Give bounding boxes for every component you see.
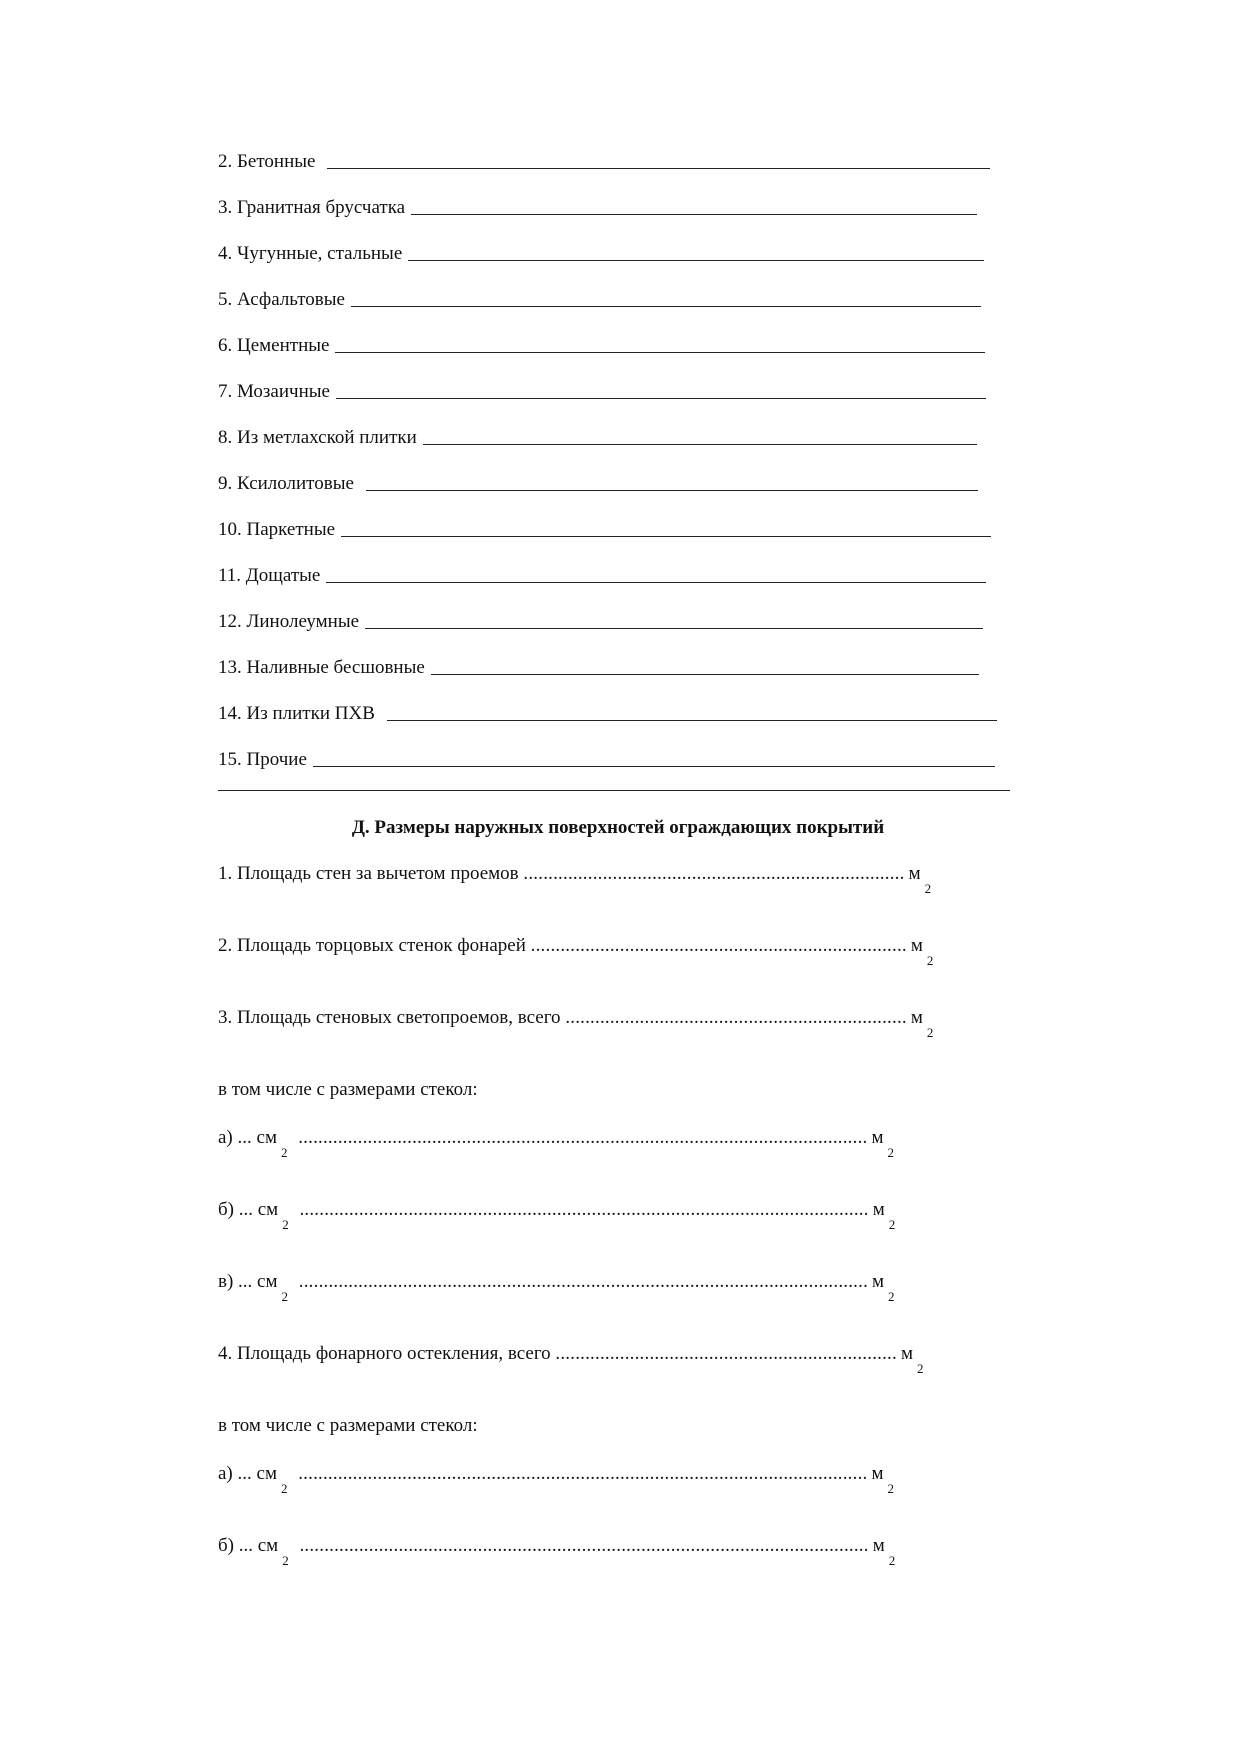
label-exponent: 2 [282,1217,289,1232]
including-glass-label: в том числе с размерами стекол: [218,1079,478,1100]
unit-label: м [910,1007,923,1028]
fill-in-blank[interactable] [335,334,985,353]
glass-size-line [218,1270,895,1304]
dot-leader: ................................................................................................................... [298,1127,868,1148]
unit-label: м [871,1463,884,1484]
glass-size-line [218,1534,896,1568]
section-heading: Д. Размеры наружных поверхностей ограждающих покрытий [351,817,885,838]
unit-exponent: 2 [926,953,934,968]
unit-exponent: 2 [887,1145,894,1160]
fill-in-blank[interactable] [387,702,997,721]
fill-in-blank[interactable] [351,288,981,307]
glass-size-line [218,1198,896,1232]
unit-exponent: 2 [888,1553,896,1568]
area-label: 1. Площадь стен за вычетом проемов [218,863,519,884]
floor-type-line [218,654,979,680]
dot-leader: ............................................................................ [530,935,907,956]
label-exponent: 2 [281,1289,289,1304]
floor-type-label: 14. Из плитки ПХВ [218,703,375,724]
floor-type-line [218,516,991,542]
fill-in-blank[interactable] [366,472,978,491]
dot-leader: ..................................................................... [565,1007,907,1028]
fill-in-blank[interactable] [365,610,983,629]
floor-type-label: 9. Ксилолитовые [218,473,354,494]
label-exponent: 2 [282,1553,289,1568]
floor-type-label: 7. Мозаичные [218,381,330,402]
fill-in-blank-continuation[interactable] [218,790,1010,791]
dot-leader: ..................................................................... [555,1343,897,1364]
fill-in-blank[interactable] [326,564,986,583]
unit-exponent: 2 [924,881,932,896]
floor-type-label: 3. Гранитная брусчатка [218,197,406,218]
area-line-wall-openings [218,1006,934,1040]
unit-exponent: 2 [926,1025,934,1040]
including-glass-label: в том числе с размерами стекол: [218,1415,478,1436]
area-label: 3. Площадь стеновых светопроемов, всего [218,1007,561,1028]
area-label: 4. Площадь фонарного остекления, всего [218,1343,551,1364]
unit-exponent: 2 [888,1217,896,1232]
fill-in-blank[interactable] [431,656,979,675]
area-label: 2. Площадь торцовых стенок фонарей [218,935,526,956]
fill-in-blank[interactable] [408,242,984,261]
floor-type-line [218,470,978,496]
unit-label: м [910,935,923,956]
unit-label: м [900,1343,913,1364]
unit-label: м [872,1199,885,1220]
floor-type-line [218,562,986,588]
unit-label: м [871,1127,884,1148]
floor-type-label: 4. Чугунные, стальные [218,243,403,264]
floor-type-line [218,194,977,220]
floor-type-line [218,424,977,450]
floor-type-line [218,148,990,174]
floor-type-line [218,746,995,772]
dot-leader: ................................................................................................................... [298,1463,868,1484]
dot-leader: ................................................................................................................... [298,1271,869,1292]
glass-size-line [218,1126,894,1160]
fill-in-blank[interactable] [411,196,977,215]
floor-type-line [218,240,984,266]
floor-type-label: 15. Прочие [218,749,307,770]
floor-type-line [218,700,997,726]
label-exponent: 2 [280,1145,288,1160]
fill-in-blank[interactable] [313,748,995,767]
glass-size-label: б) ... см [218,1199,279,1220]
area-line-end-walls [218,934,934,968]
floor-type-label: 5. Асфальтовые [218,289,345,310]
glass-size-label: а) ... см [218,1127,277,1148]
glass-size-line [218,1462,894,1496]
label-exponent: 2 [280,1481,288,1496]
unit-exponent: 2 [916,1361,924,1376]
dot-leader: ................................................................................................................... [299,1199,869,1220]
fill-in-blank[interactable] [336,380,986,399]
area-line-lantern-glazing [218,1342,924,1376]
fill-in-blank[interactable] [341,518,991,537]
fill-in-blank[interactable] [327,150,990,169]
floor-type-label: 2. Бетонные [218,151,316,172]
glass-size-label: б) ... см [218,1535,279,1556]
floor-type-line [218,286,981,312]
unit-label: м [872,1535,885,1556]
glass-size-label: а) ... см [218,1463,277,1484]
floor-type-line [218,608,983,634]
glass-size-label: в) ... см [218,1271,278,1292]
floor-type-label: 11. Дощатые [218,565,321,586]
fill-in-blank[interactable] [423,426,977,445]
unit-exponent: 2 [888,1289,895,1304]
floor-type-label: 13. Наливные бесшовные [218,657,425,678]
unit-label: м [872,1271,885,1292]
dot-leader: ................................................................................................................... [299,1535,869,1556]
unit-exponent: 2 [887,1481,894,1496]
floor-type-line [218,332,985,358]
floor-type-line [218,378,986,404]
dot-leader: ............................................................................. [523,863,905,884]
floor-type-label: 12. Линолеумные [218,611,360,632]
area-line-wall [218,862,932,896]
floor-type-label: 10. Паркетные [218,519,336,540]
unit-label: м [908,863,921,884]
floor-type-label: 6. Цементные [218,335,330,356]
floor-type-label: 8. Из метлахской плитки [218,427,417,448]
